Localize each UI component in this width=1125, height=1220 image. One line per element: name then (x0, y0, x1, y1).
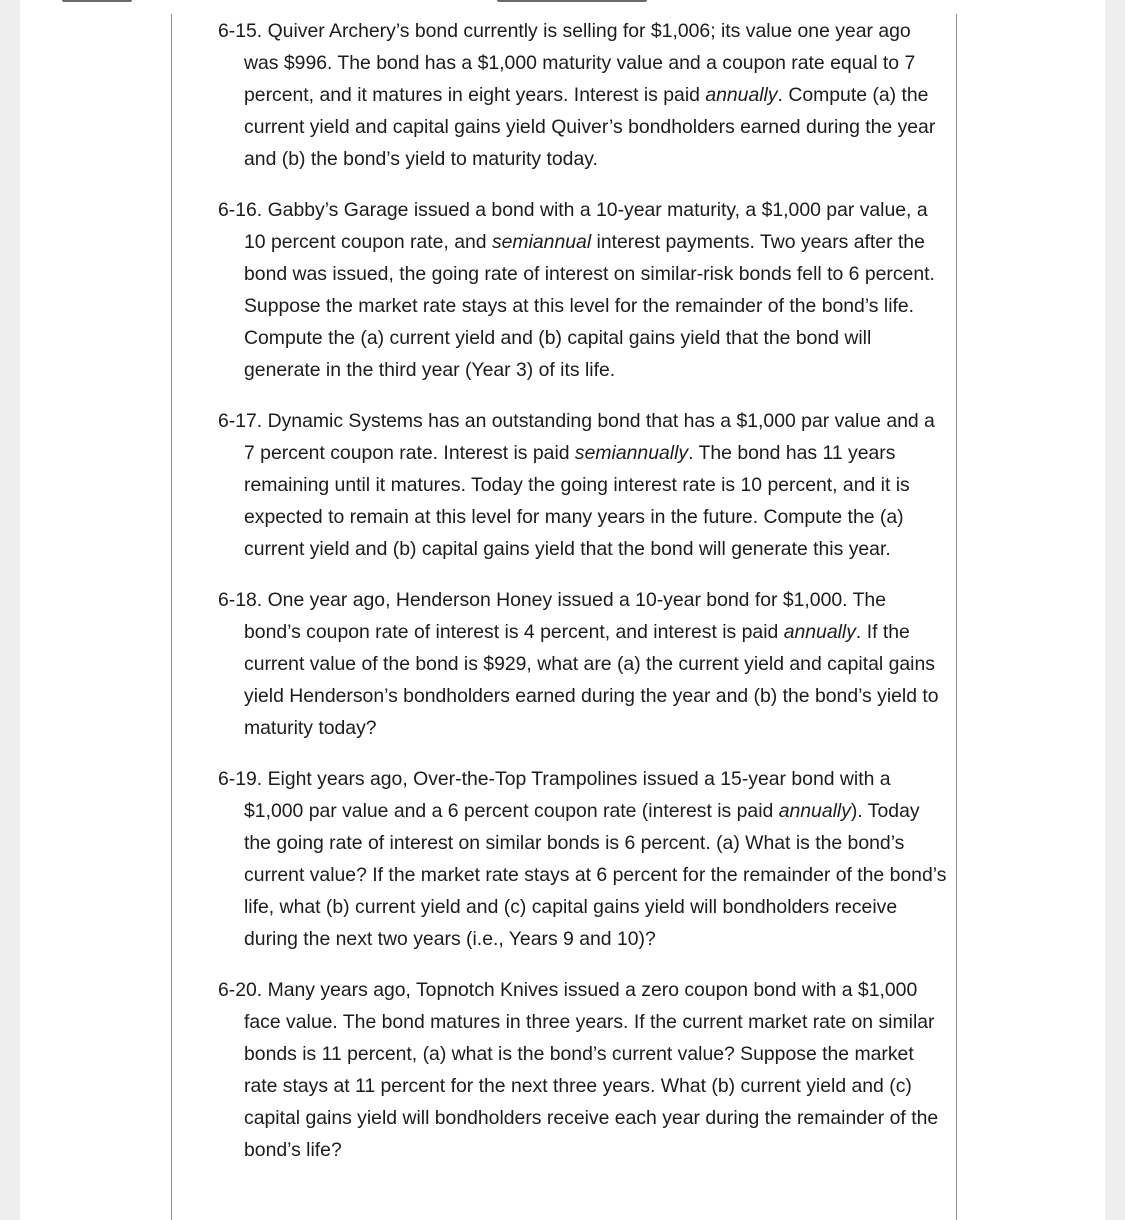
problem-text (218, 974, 948, 1166)
problem-text (218, 405, 948, 565)
body-text: Gabby’s Garage issued a bond with a 10-year maturity, a $1,000 par value, a 10 percent coupon rate, and (244, 199, 928, 253)
emphasis-text: annually (705, 84, 778, 106)
body-text: One year ago, Henderson Honey issued a 10-year bond for $1,000. The bond’s coupon rate of interest is 4 percent, and interest is paid (244, 589, 886, 643)
body-text: . The bond has 11 years remaining until it matures. Today the going interest rate is 10 percent, and it is expected to remain at this level for many years in the future. Compute the (a) current yield and (b) capital gains yield that the bond will generate this year. (244, 442, 910, 560)
cropped-header-date (62, 0, 132, 2)
body-text: Quiver Archery’s bond currently is selling for $1,006; its value one year ago was $996. The bond has a $1,000 maturity value and a coupon rate equal to 7 percent, and it matures in eight years. Interest is paid (244, 20, 916, 106)
problem-text (218, 584, 948, 744)
problem-6-16 (218, 194, 948, 386)
emphasis-text: annually (783, 621, 856, 643)
body-text: interest payments. Two years after the bond was issued, the going rate of interest on similar-risk bonds fell to 6 percent. Suppose the market rate stays at this level for the remainder of the bond’s life. Compute the (a) current yield and (b) capital gains yield that the bond will generate in the third year (Year 3) of its life. (244, 231, 935, 381)
problem-number: 6-15. (218, 20, 263, 42)
problem-6-17 (218, 405, 948, 565)
cropped-header-title (497, 0, 647, 2)
problem-6-20 (218, 974, 948, 1166)
body-text: . If the current value of the bond is $929, what are (a) the current yield and capital gains yield Henderson’s bondholders earned during the year and (b) the bond’s yield to maturity today? (244, 621, 939, 739)
viewer-right-margin (1105, 0, 1125, 1220)
emphasis-text: semiannual (491, 231, 592, 253)
emphasis-text: annually (778, 800, 851, 822)
problem-number: 6-18. (218, 589, 263, 611)
problem-number: 6-19. (218, 768, 263, 790)
problem-6-18 (218, 584, 948, 744)
problem-text (218, 194, 948, 386)
body-text: ). Today the going rate of interest on similar bonds is 6 percent. (a) What is the bond’s current value? If the market rate stays at 6 percent for the remainder of the bond’s life, what (b) current yield and (c) capital gains yield will bondholders receive during the next two years (i.e., Years 9 and 10)? (244, 800, 947, 950)
problem-6-19 (218, 763, 948, 955)
problem-text (218, 763, 948, 955)
problem-number: 6-17. (218, 410, 263, 432)
emphasis-text: semiannually (574, 442, 689, 464)
body-text: Eight years ago, Over-the-Top Trampolines issued a 15-year bond with a $1,000 par value and a 6 percent coupon rate (interest is paid (244, 768, 891, 822)
problem-list (218, 15, 948, 1185)
body-text: Many years ago, Topnotch Knives issued a zero coupon bond with a $1,000 face value. The bond matures in three years. If the current market rate on similar bonds is 11 percent, (a) what is the bond’s current value? Suppose the market rate stays at 11 percent for the next three years. What (b) current yield and (c) capital gains yield will bondholders receive each year during the remainder of the bond’s life? (244, 979, 939, 1161)
body-text: Dynamic Systems has an outstanding bond that has a $1,000 par value and a 7 percent coupon rate. Interest is paid (244, 410, 935, 464)
problem-6-15 (218, 15, 948, 175)
viewer-left-margin (0, 0, 20, 1220)
problem-number: 6-20. (218, 979, 263, 1001)
problem-text (218, 15, 948, 175)
body-text: . Compute (a) the current yield and capital gains yield Quiver’s bondholders earned during the year and (b) the bond’s yield to maturity today. (244, 84, 936, 170)
problem-number: 6-16. (218, 199, 263, 221)
